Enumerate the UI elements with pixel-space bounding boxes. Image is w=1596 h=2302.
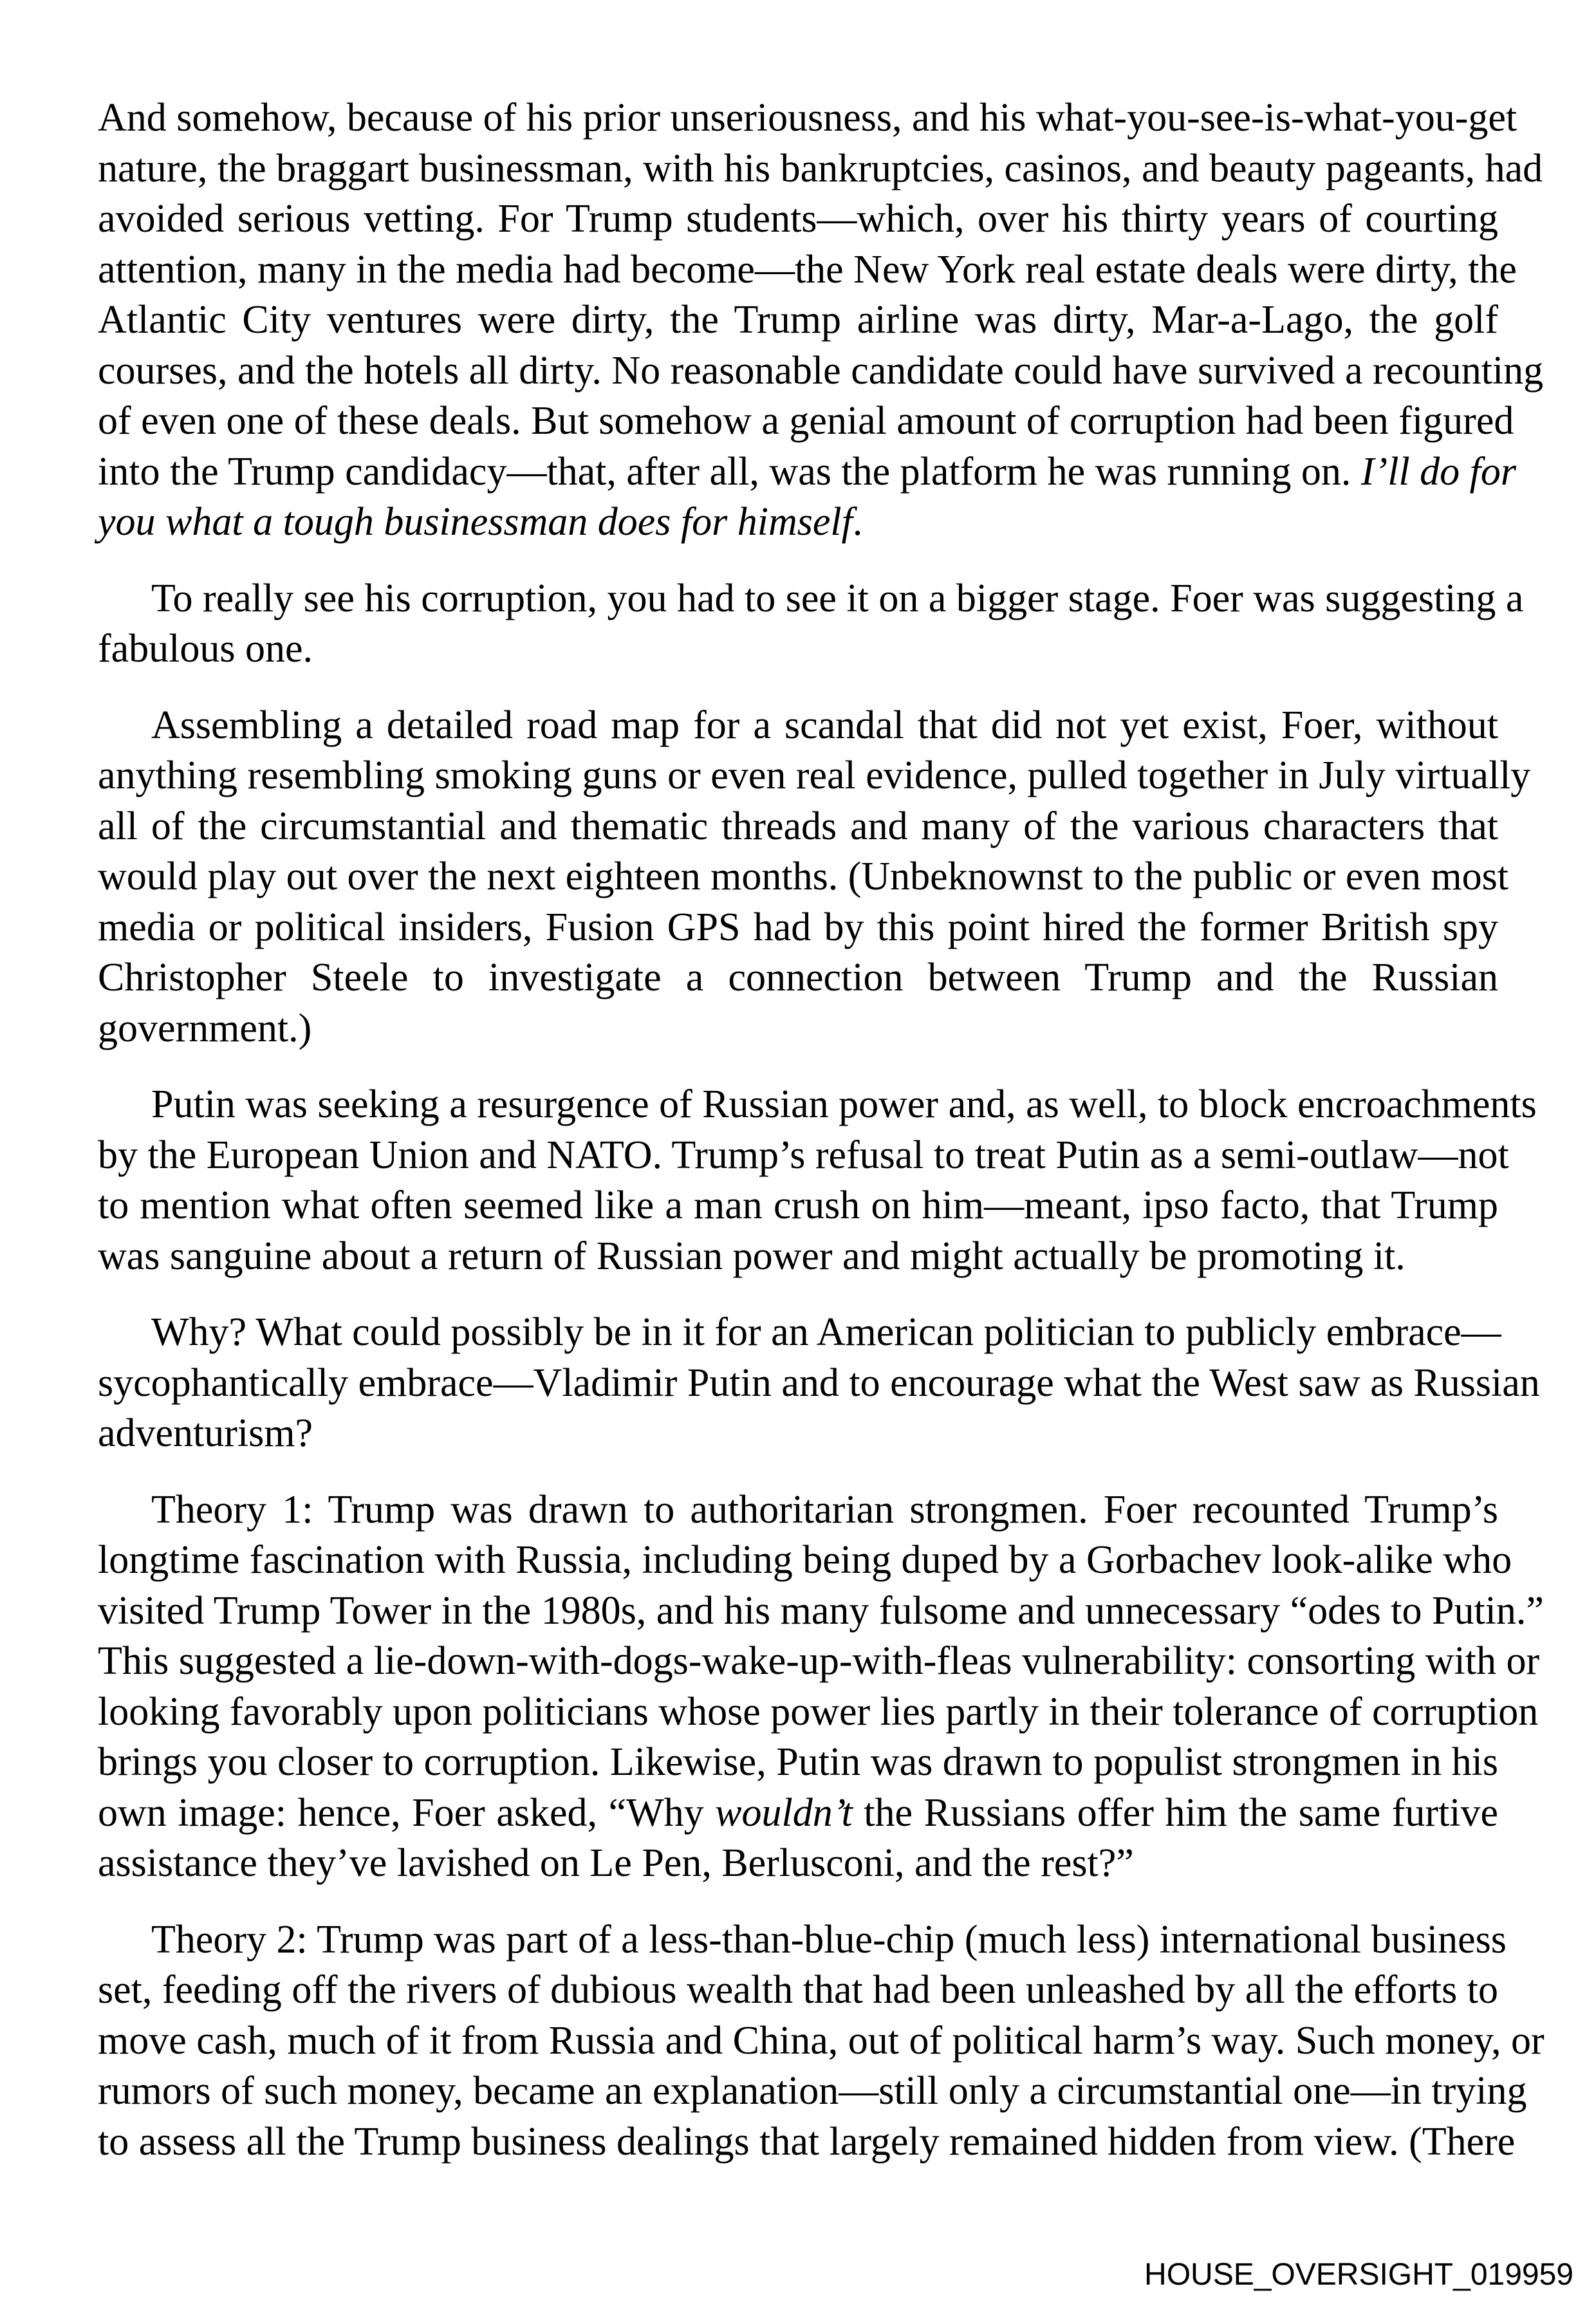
text-line [98,144,1543,194]
text-line [98,93,1517,144]
text-run: Putin was seeking a resurgence of Russian power and, as well, to block encroachments [151,1082,1537,1126]
text-run: anything resembling smoking guns or even real evidence, pulled together in July virtually [98,754,1531,797]
text-line [98,750,1531,801]
paragraph [98,700,1531,1054]
text-run: assistance they’ve lavished on Le Pen, Berlusconi, and the rest?” [98,1841,1134,1885]
text-run: visited Trump Tower in the 1980s, and his many fulsome and unnecessary “odes to Putin.” [98,1588,1544,1633]
text-line [98,851,1508,902]
text-line [98,1636,1540,1687]
text-run: fabulous one. [98,627,313,671]
bates-number: HOUSE_OVERSIGHT_019959 [1144,2258,1573,2292]
text-run: Theory 1: Trump was drawn to authoritarian strongmen. Foer recounted Trump’s [151,1487,1498,1532]
text-line [98,801,1498,852]
italic-text: you what a tough businessman does for himself [98,500,853,544]
text-run: Theory 2: Trump was part of a less-than-blue-chip (much less) international business [151,1917,1507,1962]
text-line [98,447,1517,497]
paragraph [98,1485,1544,1889]
text-run: to mention what often seemed like a man crush on him—meant, ipso facto, that Trump [98,1183,1498,1227]
text-line [98,952,1498,1003]
text-line [98,624,1498,674]
text-line [98,346,1544,396]
text-line [98,700,1498,751]
text-run: Why? What could possibly be in it for an American politician to publicly embrace— [151,1310,1501,1354]
paragraph [98,573,1524,674]
text-line [98,295,1498,346]
text-run: To really see his corruption, you had to see it on a bigger stage. Foer was suggesting a [151,576,1524,620]
text-line [98,1408,1498,1459]
text-run: the Russians offer him the same furtive [852,1790,1498,1835]
text-run: government.) [98,1006,312,1050]
text-run: This suggested a lie-down-with-dogs-wake-up-with-fleas vulnerability: consorting with or [98,1639,1540,1683]
text-run: by the European Union and NATO. Trump’s refusal to treat Putin as a semi-outlaw—not [98,1133,1509,1177]
text-line [98,1079,1537,1130]
text-line [98,1965,1498,2016]
text-run: Christopher Steele to investigate a connection between Trump and the Russian [98,956,1498,999]
text-line [98,1737,1498,1788]
text-line [98,194,1498,245]
italic-text: I’ll do for [1360,449,1517,494]
text-line [98,1231,1498,1282]
text-run: all of the circumstantial and thematic threads and many of the various characters that [98,804,1498,848]
text-line [98,1485,1498,1536]
text-line [98,1586,1544,1637]
text-run: media or political insiders, Fusion GPS had by this point hired the former British spy [98,905,1498,949]
text-run: And somehow, because of his prior unseriousness, and his what-you-see-is-what-you-get [98,96,1517,140]
italic-text: wouldn’t [715,1790,853,1835]
text-line [98,245,1517,295]
text-run: . [852,500,863,544]
text-run: into the Trump candidacy—that, after all, was the platform he was running on. [98,449,1361,494]
text-run: longtime fascination with Russia, including being duped by a Gorbachev look-alike who [98,1538,1512,1582]
text-run: move cash, much of it from Russia and China, out of political harm’s way. Such money, or [98,2018,1545,2063]
text-run: was sanguine about a return of Russian power and might actually be promoting it. [98,1234,1406,1278]
text-run: own image: hence, Foer asked, “Why [98,1790,716,1835]
text-run: courses, and the hotels all dirty. No reasonable candidate could have survived a recounting [98,348,1544,393]
text-run: of even one of these deals. But somehow a genial amount of corruption had been figured [98,399,1514,443]
text-line [98,902,1498,953]
text-line [98,1130,1509,1181]
text-run: Assembling a detailed road map for a scandal that did not yet exist, Foer, without [151,703,1498,747]
text-run: set, feeding off the rivers of dubious wealth that had been unleashed by all the efforts to [98,1968,1498,2012]
text-line [98,1003,1498,1054]
text-line [98,1687,1539,1738]
paragraph [98,93,1544,548]
text-line [98,2016,1545,2066]
text-run: nature, the braggart businessman, with his bankruptcies, casinos, and beauty pageants, had [98,146,1543,190]
text-line [98,396,1514,447]
text-line [98,2117,1516,2167]
text-line [98,2066,1527,2117]
text-line [98,1838,1498,1889]
paragraph [98,1915,1545,2167]
text-line [98,573,1524,624]
text-run: attention, many in the media had become—the New York real estate deals were dirty, the [98,247,1517,292]
document-body [98,93,1545,2193]
text-line [98,1535,1512,1586]
text-run: to assess all the Trump business dealings that largely remained hidden from view. (There [98,2119,1516,2164]
text-run: rumors of such money, became an explanation—still only a circumstantial one—in trying [98,2069,1527,2113]
text-line [98,1915,1507,1965]
paragraph [98,1079,1537,1281]
text-line [98,1307,1501,1358]
text-run: looking favorably upon politicians whose power lies partly in their tolerance of corruption [98,1689,1539,1734]
text-line [98,1358,1540,1409]
text-run: avoided serious vetting. For Trump students—which, over his thirty years of courting [98,197,1498,241]
text-run: adventurism? [98,1411,313,1455]
paragraph [98,1307,1540,1459]
text-line [98,1180,1498,1231]
text-run: sycophantically embrace—Vladimir Putin and to encourage what the West saw as Russian [98,1360,1540,1405]
text-line [98,1788,1498,1839]
text-run: brings you closer to corruption. Likewise, Putin was drawn to populist strongmen in his [98,1740,1498,1784]
text-line [98,497,1498,548]
text-run: Atlantic City ventures were dirty, the Trump airline was dirty, Mar-a-Lago, the golf [98,298,1498,342]
text-run: would play out over the next eighteen months. (Unbeknownst to the public or even most [98,855,1508,898]
